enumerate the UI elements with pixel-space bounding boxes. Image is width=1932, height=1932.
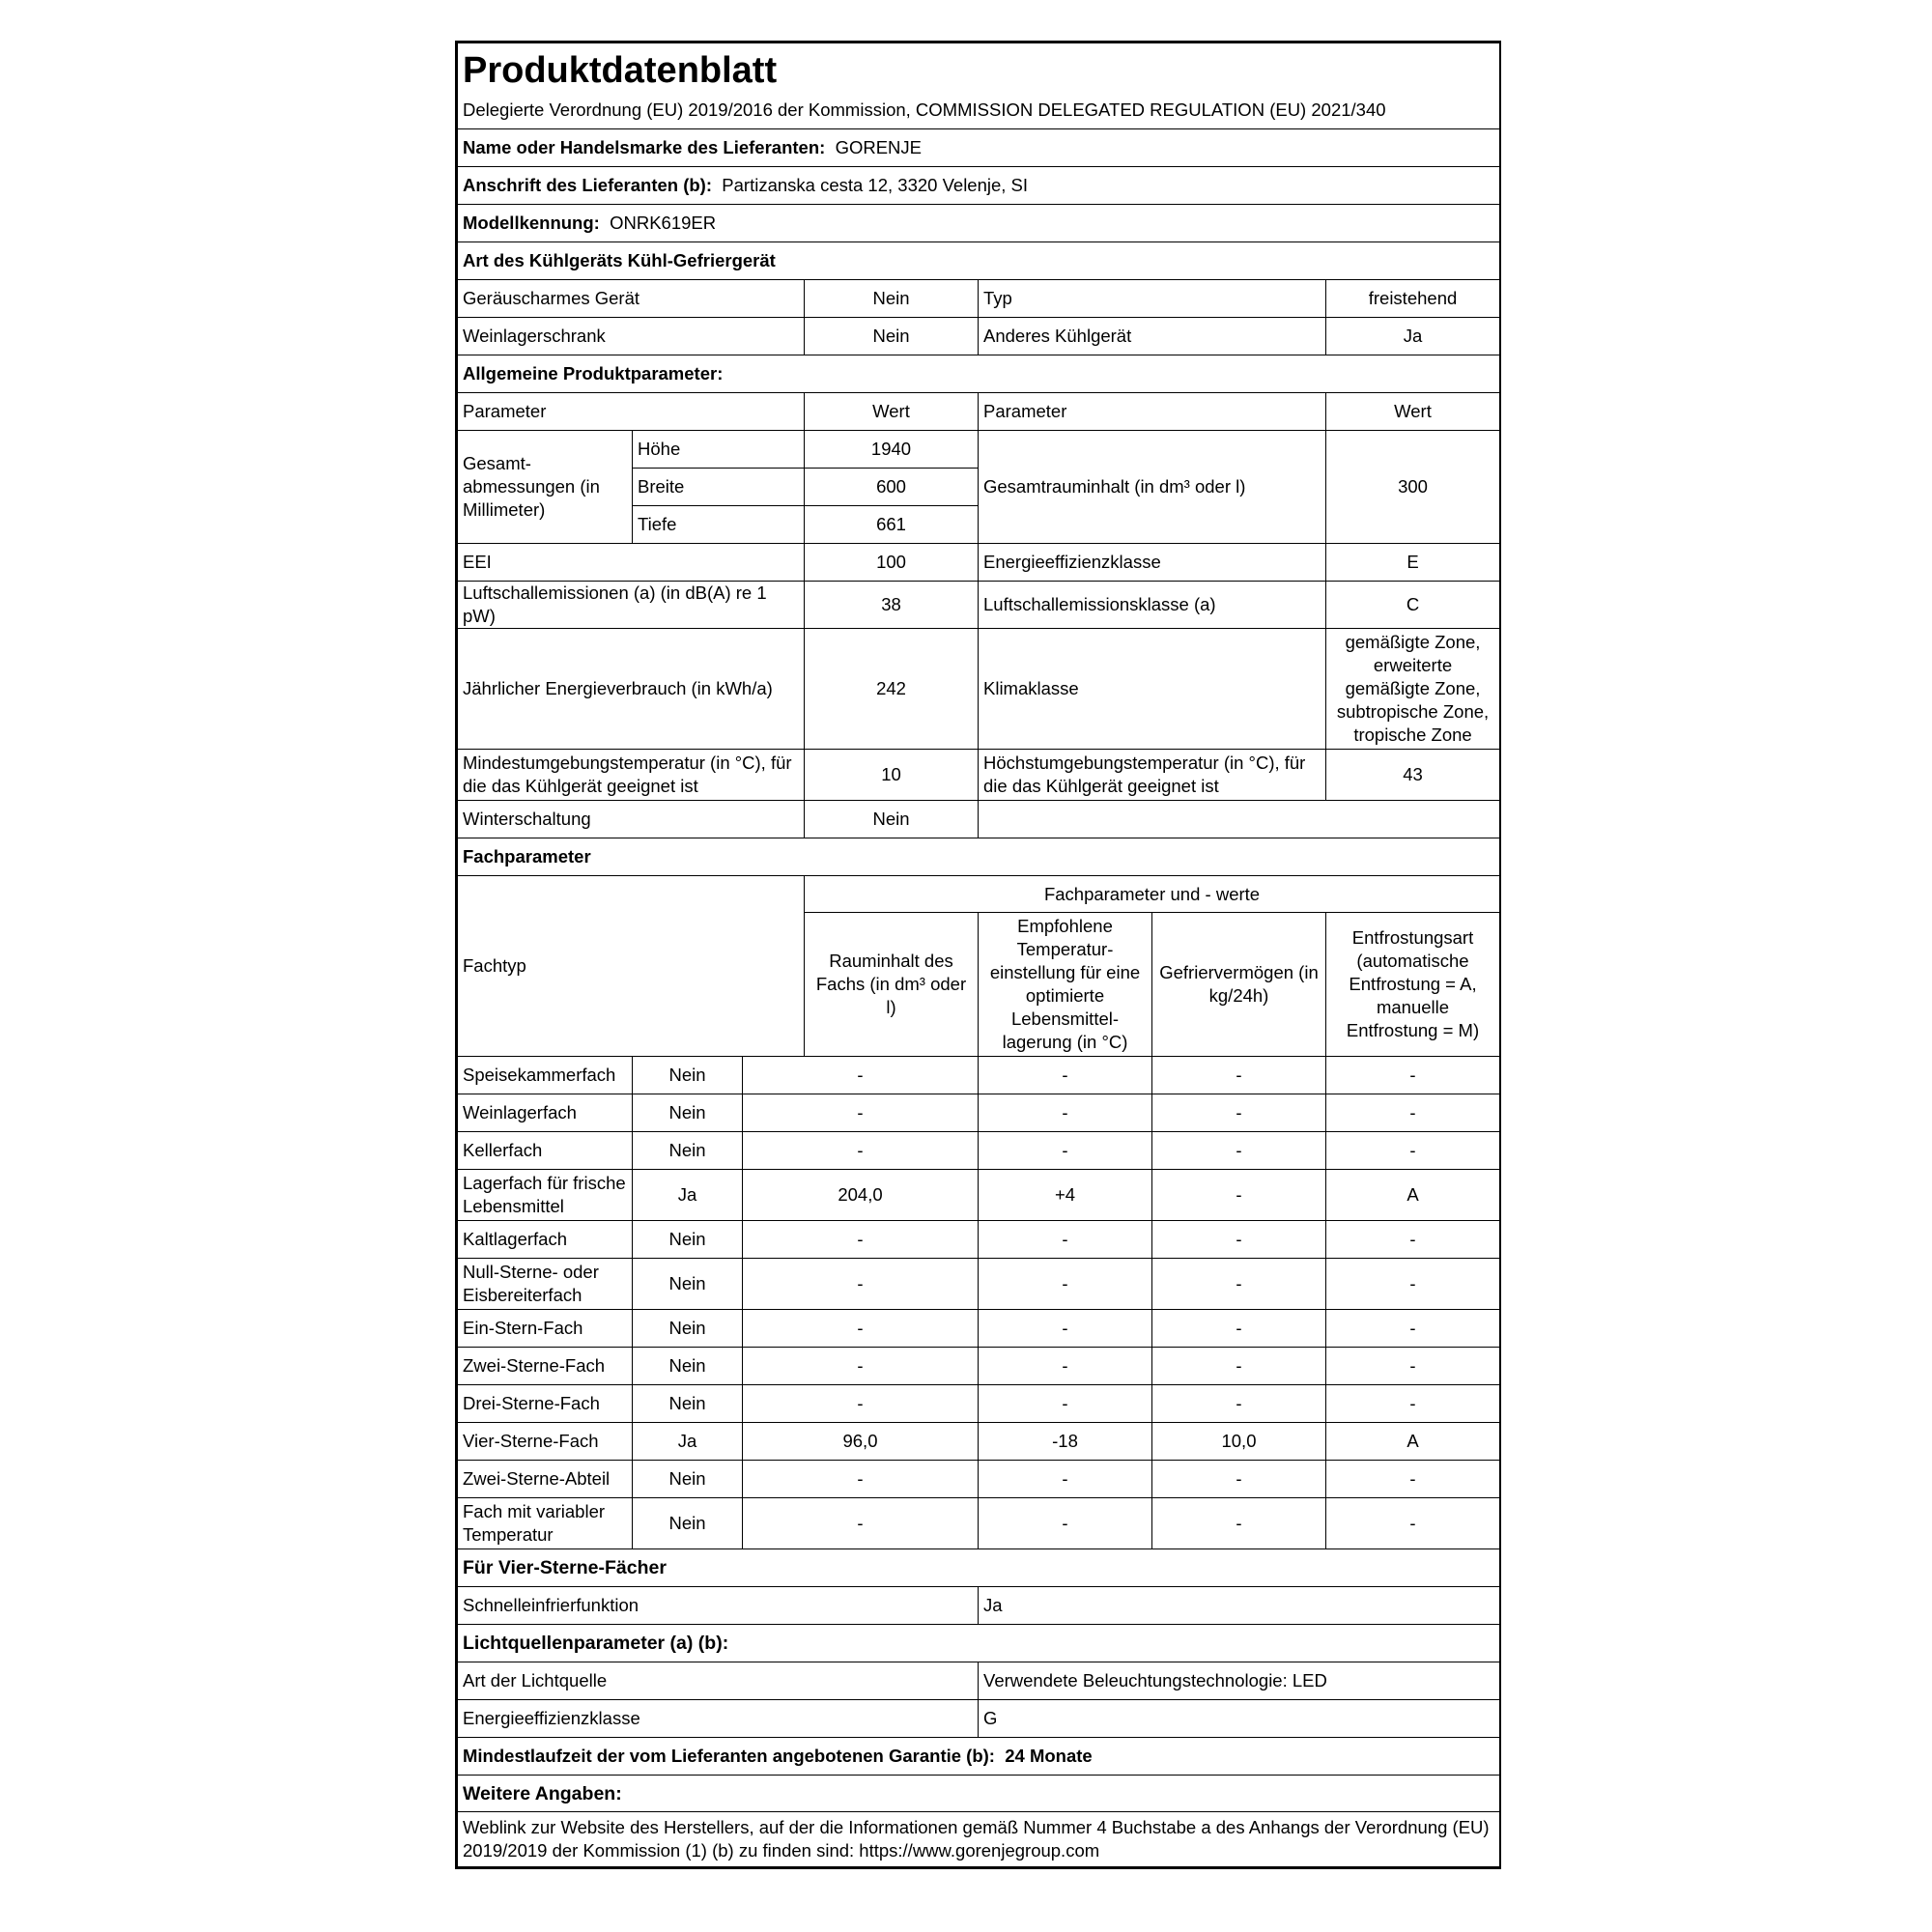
compartment-temp: -	[979, 1461, 1152, 1498]
compartment-present: Ja	[633, 1170, 743, 1221]
compartment-defrost: -	[1326, 1259, 1500, 1310]
compartment-row	[458, 1498, 1500, 1549]
compartment-present: Nein	[633, 1221, 743, 1259]
address-value: Partizanska cesta 12, 3320 Velenje, SI	[722, 175, 1029, 195]
light-class-label: Energieeffizienzklasse	[458, 1700, 979, 1738]
regulation-text: Delegierte Verordnung (EU) 2019/2016 der Kommission, COMMISSION DELEGATED REGULATION (EU) 2021/340	[458, 92, 1500, 129]
compartment-name: Fach mit variabler Temperatur	[458, 1498, 633, 1549]
fast-freeze-row	[458, 1587, 1500, 1625]
volume-value: 300	[1326, 431, 1500, 544]
compartment-defrost: A	[1326, 1170, 1500, 1221]
compartment-volume: -	[743, 1057, 979, 1094]
compartment-row	[458, 1094, 1500, 1132]
dimension-value: 1940	[805, 431, 979, 469]
warranty-label: Mindestlaufzeit der vom Lieferanten angebotenen Garantie (b):	[463, 1746, 995, 1766]
compartment-defrost: -	[1326, 1221, 1500, 1259]
compartment-freeze: -	[1152, 1310, 1326, 1348]
compartment-name: Lagerfach für frische Lebensmittel	[458, 1170, 633, 1221]
column-header: Parameter	[979, 393, 1326, 431]
compartments-heading: Fachparameter	[458, 838, 1500, 876]
compartment-temp: -	[979, 1132, 1152, 1170]
address-row	[458, 167, 1500, 205]
light-class-value: G	[979, 1700, 1500, 1738]
warranty-value: 24 Monate	[1005, 1746, 1093, 1766]
compartment-temp: -	[979, 1498, 1152, 1549]
compartment-freeze: -	[1152, 1057, 1326, 1094]
column-header: Entfrostungsart (automatische Entfrostung = A, manuelle Entfrostung = M)	[1326, 913, 1500, 1057]
max-temp-label: Höchstumgebungstemperatur (in °C), für die das Kühlgerät geeignet ist	[979, 750, 1326, 801]
compartment-row	[458, 1221, 1500, 1259]
model-value: ONRK619ER	[610, 213, 717, 233]
temperature-row	[458, 750, 1500, 801]
light-type-label: Art der Lichtquelle	[458, 1662, 979, 1700]
compartment-temp: +4	[979, 1170, 1152, 1221]
compartment-volume: -	[743, 1310, 979, 1348]
compartment-row	[458, 1461, 1500, 1498]
page-title: Produktdatenblatt	[458, 43, 1500, 93]
compartment-defrost: -	[1326, 1385, 1500, 1423]
address-label: Anschrift des Lieferanten (b):	[463, 175, 712, 195]
compartment-defrost: -	[1326, 1132, 1500, 1170]
annual-energy-value: 242	[805, 629, 979, 750]
volume-label: Gesamtrauminhalt (in dm³ oder l)	[979, 431, 1326, 544]
compartment-freeze: -	[1152, 1385, 1326, 1423]
noise-row	[458, 582, 1500, 629]
compartment-name: Weinlagerfach	[458, 1094, 633, 1132]
compartment-row	[458, 1057, 1500, 1094]
compartment-present: Nein	[633, 1461, 743, 1498]
compartment-defrost: -	[1326, 1310, 1500, 1348]
dimension-row	[458, 431, 1500, 469]
compartment-present: Ja	[633, 1423, 743, 1461]
compartment-temp: -	[979, 1094, 1152, 1132]
compartment-name: Ein-Stern-Fach	[458, 1310, 633, 1348]
compartment-defrost: -	[1326, 1461, 1500, 1498]
compartment-defrost: A	[1326, 1423, 1500, 1461]
column-header: Wert	[805, 393, 979, 431]
winter-row	[458, 801, 1500, 838]
type-value: Nein	[805, 280, 979, 318]
compartment-row	[458, 1132, 1500, 1170]
compartment-temp: -18	[979, 1423, 1152, 1461]
compartment-present: Nein	[633, 1348, 743, 1385]
compartment-freeze: -	[1152, 1094, 1326, 1132]
compartment-volume: -	[743, 1498, 979, 1549]
noise-value: 38	[805, 582, 979, 629]
appliance-type: Art des Kühlgeräts Kühl-Gefriergerät	[458, 242, 1500, 280]
compartment-volume: 96,0	[743, 1423, 979, 1461]
dimensions-label: Gesamt-abmessungen (in Millimeter)	[458, 431, 633, 544]
fachtyp-label: Fachtyp	[458, 876, 805, 1057]
supplier-value: GORENJE	[835, 137, 922, 157]
dimension-label: Breite	[633, 469, 805, 506]
climate-class-label: Klimaklasse	[979, 629, 1326, 750]
compartment-row	[458, 1385, 1500, 1423]
min-temp-label: Mindestumgebungstemperatur (in °C), für die das Kühlgerät geeignet ist	[458, 750, 805, 801]
winter-value: Nein	[805, 801, 979, 838]
type-row	[458, 280, 1500, 318]
dimension-value: 600	[805, 469, 979, 506]
compartment-name: Vier-Sterne-Fach	[458, 1423, 633, 1461]
compartment-row	[458, 1259, 1500, 1310]
compartment-volume: 204,0	[743, 1170, 979, 1221]
compartment-defrost: -	[1326, 1498, 1500, 1549]
compartment-volume: -	[743, 1221, 979, 1259]
type-value: Ja	[1326, 318, 1500, 355]
annual-energy-label: Jährlicher Energieverbrauch (in kWh/a)	[458, 629, 805, 750]
compartment-volume: -	[743, 1259, 979, 1310]
column-header: Parameter	[458, 393, 805, 431]
dimension-label: Tiefe	[633, 506, 805, 544]
compartment-row	[458, 1170, 1500, 1221]
compartment-volume: -	[743, 1132, 979, 1170]
type-label: Typ	[979, 280, 1326, 318]
compartment-freeze: -	[1152, 1170, 1326, 1221]
eei-value: 100	[805, 544, 979, 582]
compartment-defrost: -	[1326, 1348, 1500, 1385]
supplier-label: Name oder Handelsmarke des Lieferanten:	[463, 137, 826, 157]
compartment-name: Kellerfach	[458, 1132, 633, 1170]
model-row	[458, 205, 1500, 242]
compartment-row	[458, 1348, 1500, 1385]
compartment-freeze: -	[1152, 1461, 1326, 1498]
empty-cell	[979, 801, 1500, 838]
compartment-name: Speisekammerfach	[458, 1057, 633, 1094]
compartment-temp: -	[979, 1385, 1152, 1423]
compartment-present: Nein	[633, 1385, 743, 1423]
column-header: Gefriervermögen (in kg/24h)	[1152, 913, 1326, 1057]
energy-row	[458, 629, 1500, 750]
compartment-present: Nein	[633, 1310, 743, 1348]
compartment-defrost: -	[1326, 1057, 1500, 1094]
energy-class-value: E	[1326, 544, 1500, 582]
min-temp-value: 10	[805, 750, 979, 801]
max-temp-value: 43	[1326, 750, 1500, 801]
eei-row	[458, 544, 1500, 582]
type-row	[458, 318, 1500, 355]
compartment-present: Nein	[633, 1498, 743, 1549]
compartment-freeze: -	[1152, 1348, 1326, 1385]
compartment-name: Kaltlagerfach	[458, 1221, 633, 1259]
product-data-sheet	[455, 41, 1501, 1869]
dimension-label: Höhe	[633, 431, 805, 469]
compartment-volume: -	[743, 1461, 979, 1498]
type-value: freistehend	[1326, 280, 1500, 318]
compartment-temp: -	[979, 1259, 1152, 1310]
column-header: Wert	[1326, 393, 1500, 431]
compartment-freeze: -	[1152, 1259, 1326, 1310]
column-header: Rauminhalt des Fachs (in dm³ oder l)	[805, 913, 979, 1057]
light-class-row	[458, 1700, 1500, 1738]
compartment-rows	[458, 1057, 1500, 1549]
noise-class-label: Luftschallemissionsklasse (a)	[979, 582, 1326, 629]
compartment-row	[458, 1423, 1500, 1461]
group-header: Fachparameter und - werte	[805, 876, 1500, 913]
compartment-present: Nein	[633, 1132, 743, 1170]
compartment-volume: -	[743, 1094, 979, 1132]
column-header: Empfohlene Temperatur-einstellung für eine optimierte Lebensmittel-lagerung (in °C)	[979, 913, 1152, 1057]
type-value: Nein	[805, 318, 979, 355]
energy-class-label: Energieeffizienzklasse	[979, 544, 1326, 582]
noise-class-value: C	[1326, 582, 1500, 629]
compartment-volume: -	[743, 1348, 979, 1385]
compartment-freeze: -	[1152, 1132, 1326, 1170]
general-header-row	[458, 393, 1500, 431]
compartment-present: Nein	[633, 1094, 743, 1132]
model-label: Modellkennung:	[463, 213, 600, 233]
compartment-temp: -	[979, 1348, 1152, 1385]
light-heading: Lichtquellenparameter (a) (b):	[458, 1625, 1500, 1662]
four-star-heading: Für Vier-Sterne-Fächer	[458, 1549, 1500, 1587]
compartment-row	[458, 1310, 1500, 1348]
data-sheet-table	[457, 43, 1500, 1867]
noise-label: Luftschallemissionen (a) (in dB(A) re 1 pW)	[458, 582, 805, 629]
compartment-name: Null-Sterne- oder Eisbereiterfach	[458, 1259, 633, 1310]
compartment-freeze: -	[1152, 1498, 1326, 1549]
compartment-present: Nein	[633, 1057, 743, 1094]
warranty-row	[458, 1738, 1500, 1776]
compartment-header-row	[458, 876, 1500, 913]
compartment-temp: -	[979, 1057, 1152, 1094]
eei-label: EEI	[458, 544, 805, 582]
compartment-freeze: -	[1152, 1221, 1326, 1259]
compartment-volume: -	[743, 1385, 979, 1423]
fast-freeze-label: Schnelleinfrierfunktion	[458, 1587, 979, 1625]
compartment-name: Zwei-Sterne-Fach	[458, 1348, 633, 1385]
general-heading: Allgemeine Produktparameter:	[458, 355, 1500, 393]
dimension-value: 661	[805, 506, 979, 544]
type-label: Weinlagerschrank	[458, 318, 805, 355]
type-label: Geräuscharmes Gerät	[458, 280, 805, 318]
compartment-defrost: -	[1326, 1094, 1500, 1132]
winter-label: Winterschaltung	[458, 801, 805, 838]
compartment-name: Drei-Sterne-Fach	[458, 1385, 633, 1423]
further-heading: Weitere Angaben:	[458, 1776, 1500, 1812]
fast-freeze-value: Ja	[979, 1587, 1500, 1625]
type-label: Anderes Kühlgerät	[979, 318, 1326, 355]
climate-class-value: gemäßigte Zone, erweiterte gemäßigte Zone, subtropische Zone, tropische Zone	[1326, 629, 1500, 750]
light-type-value: Verwendete Beleuchtungstechnologie: LED	[979, 1662, 1500, 1700]
compartment-temp: -	[979, 1221, 1152, 1259]
light-type-row	[458, 1662, 1500, 1700]
compartment-present: Nein	[633, 1259, 743, 1310]
compartment-freeze: 10,0	[1152, 1423, 1326, 1461]
further-text: Weblink zur Website des Herstellers, auf der die Informationen gemäß Nummer 4 Buchstabe a des Anhangs der Verordnung (EU) 2019/2019 der Kommission (1) (b) zu finden sind: https://www.gorenjegroup.com	[458, 1812, 1500, 1867]
supplier-row	[458, 129, 1500, 167]
compartment-temp: -	[979, 1310, 1152, 1348]
compartment-name: Zwei-Sterne-Abteil	[458, 1461, 633, 1498]
